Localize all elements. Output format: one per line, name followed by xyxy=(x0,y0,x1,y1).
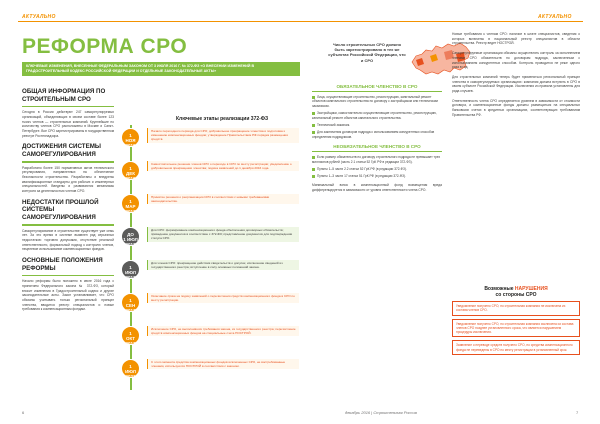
body-text: Ответственность члена СРО определяется уровнем в зависимости от стоимости договора, и компенсационные фонды должны размещаться на специальных банковских счетах в кредитных организациях, соответствующих требованиям Правительства РФ. xyxy=(452,98,580,117)
heading-rule xyxy=(22,161,114,162)
page-title: РЕФОРМА СРО xyxy=(22,35,188,58)
left-column xyxy=(22,88,114,317)
membership-column xyxy=(312,84,442,197)
timeline-date-day: 1 xyxy=(129,198,132,204)
heading-rule xyxy=(312,151,442,152)
section-rubric-right: АКТУАЛЬНО xyxy=(538,14,572,20)
timeline-item xyxy=(121,161,303,183)
heading-rule xyxy=(22,224,114,225)
body-text: Новые требования к членам СРО: наличие в штате специалистов, сведения о которых включены в национальный реестр специалистов в области строительства. Реестр ведет НОСТРОЙ. xyxy=(452,32,580,46)
page-number-left: 6 xyxy=(22,410,25,415)
timeline-date-year: 2017 xyxy=(125,274,136,280)
section-shortcomings xyxy=(22,199,114,252)
top-divider xyxy=(18,21,583,22)
timeline-text: Начало переходного периода для СРО; добровольное прекращение членства и подготовка к изменению компенсационных фондов; утверждение Правительством РФ порядка размещения средств. xyxy=(147,128,299,143)
violations-box xyxy=(452,286,580,358)
section-heading: ОСНОВНЫЕ ПОЛОЖЕНИЯ РЕФОРМЫ xyxy=(22,257,103,272)
map-title: Число строительных СРО должно быть зарегистрировано в тех же субъектах Российской Федерации, что и СРО xyxy=(328,42,406,63)
bullet-icon xyxy=(312,156,315,159)
timeline-text: С этого момента средства компенсационных фондов исключенных СРО, не востребованные членами, используются НОСТРОЙ в соответствии с законом. xyxy=(147,359,299,369)
violation-item: Заявление о переводе средств получено СРО, но средства компенсационного фонда не переведены в СРО по месту регистрации в установленный срок. xyxy=(452,340,580,355)
timeline-date-badge xyxy=(121,227,140,246)
timeline-date-month: ДЕК xyxy=(126,170,135,176)
timeline-item xyxy=(121,326,303,348)
timeline-text: Для СРО: формирование компенсационного фонда обеспечения договорных обязательств; приведение документов в соответствие с 372-ФЗ; представление документов для подтверждения статуса СРО. xyxy=(147,227,299,242)
timeline-date-year: 2017 xyxy=(125,340,136,346)
section-reform-basics xyxy=(22,257,114,312)
page-subtitle: КЛЮЧЕВЫЕ ИЗМЕНЕНИЯ, ВНЕСЕННЫЕ ФЕДЕРАЛЬНЫМ ЗАКОНОМ ОТ 3 ИЮЛЯ 2016 Г. № 372-ФЗ «О ВНЕСЕНИИ ИЗМЕНЕНИЙ В ГРАДОСТРОИТЕЛЬНЫЙ КОДЕКС РОССИЙСКОЙ ФЕДЕРАЦИИ И ОТДЕЛЬНЫЕ ЗАКОНОДАТЕЛЬНЫЕ АКТЫ» xyxy=(22,62,300,76)
timeline-date-year: 2017 xyxy=(125,241,136,247)
timeline-date-day: 1 xyxy=(129,165,132,171)
violation-item: Уведомление получено СРО, но строительная компания не исключена из состава членов СРО. xyxy=(452,301,580,316)
timeline-date-year: 2016 xyxy=(125,142,136,148)
timeline-date-month: СЕН xyxy=(125,302,136,308)
section-general xyxy=(22,88,114,138)
timeline-date-day: 1 xyxy=(129,297,132,303)
timeline-date-month: МАР xyxy=(125,203,136,209)
issue-label: декабрь 2016 | Строительная Россия xyxy=(345,410,417,415)
list-item: Пункты 1–5 части 2.2 статьи 52 ГрК РФ (в редакции 372-ФЗ). xyxy=(312,167,442,171)
timeline-date-day: 1 xyxy=(129,363,132,369)
right-column xyxy=(452,32,580,123)
violations-title: Возможные НАРУШЕНИЯ со стороны СРО xyxy=(484,286,548,298)
body-text: Саморегулируемые организации обязаны осуществлять контроль за исполнением членами СРО обязательств по договорам подряда, заключенным с использованием конкурентных способов. Контроль проводится не реже одного раза в год. xyxy=(452,51,580,70)
bullet-icon xyxy=(312,124,315,127)
timeline-item xyxy=(121,260,303,282)
timeline-text: Исключение СРО, не выполнивших требования закона, из государственного реестра; перечисление средств компенсационных фондов на специальные счета НОСТРОЙ. xyxy=(147,326,299,336)
list-item: Технический заказчик. xyxy=(312,123,442,127)
violation-item: Уведомление получено СРО, но строительная компания исключена из состава членов СРО позднее установленного срока, что является нарушением процедуры исключения. xyxy=(452,319,580,338)
timeline-date-day: ДО xyxy=(127,231,134,237)
required-membership-heading: ОБЯЗАТЕЛЬНОЕ ЧЛЕНСТВО В СРО xyxy=(336,84,418,89)
list-item: Если размер обязательств по договору строительного подряда не превышает трех миллионов рублей (часть 2.1 статьи 52 ГрК РФ в редакции 372-ФЗ). xyxy=(312,155,441,164)
heading-rule xyxy=(22,106,114,107)
section-heading: НЕДОСТАТКИ ПРОШЛОЙ СИСТЕМЫ САМОРЕГУЛИРОВАНИЯ xyxy=(22,198,99,221)
bullet-icon xyxy=(312,112,315,115)
closing-text: Минимальный взнос в компенсационный фонд возмещения вреда дифференцируется в зависимости от уровня ответственности члена СРО. xyxy=(312,182,442,192)
list-item: Пункты 1–3 части 17 статьи 51 ГрК РФ (в редакции 372-ФЗ). xyxy=(312,174,442,178)
section-heading: ДОСТИЖЕНИЯ СИСТЕМЫ САМОРЕГУЛИРОВАНИЯ xyxy=(22,143,101,158)
timeline-date-month: ИЮЛ xyxy=(125,368,136,374)
bullet-icon xyxy=(312,131,315,134)
list-item: Застройщики, самостоятельно осуществляющие строительство, реконструкцию, капитальный ремонт объектов капитального строительства. xyxy=(312,111,437,120)
list-item: Лица, осуществляющие строительство, реконструкцию, капитальный ремонт объектов капитального строительства по договору с застройщиком или техническим заказчиком. xyxy=(312,95,438,108)
timeline-date-badge xyxy=(121,128,140,147)
section-text: Разработано более 150 нормативных актов технического регулирования, направленных на обеспечение безопасности строительства. Разработаны и внедрены квалификационные стандарты для рабочих и инженерных специальностей. Введены и развиваются механизмы контроля за деятельностью членов СРО. xyxy=(22,165,114,194)
timeline-date-day: 1 xyxy=(129,132,132,138)
timeline-date-badge xyxy=(121,194,140,213)
bullet-icon xyxy=(312,96,315,99)
page-number-right: 7 xyxy=(576,410,579,415)
heading-rule xyxy=(312,91,442,92)
timeline-date-month: НОЯ xyxy=(125,137,136,143)
timeline-date-month: ОКТ xyxy=(125,335,136,341)
list-item: Для заключения договоров подряда с использованием конкурентных способов определения подрядчиков. xyxy=(312,130,435,139)
timeline-date-year: 2017 xyxy=(125,208,136,214)
timeline-date-day: 1 xyxy=(129,264,132,270)
heading-rule xyxy=(22,275,114,276)
timeline-text: Для членов СРО: прекращение действия свидетельств о допуске; исключение сведений из государственного реестра; вступление в силу основных положений закона. xyxy=(147,260,299,270)
timeline-date-badge xyxy=(121,326,140,345)
timeline-heading: Ключевые этапы реализации 372-ФЗ xyxy=(176,116,269,122)
section-achievements xyxy=(22,143,114,193)
section-text: Сегодня в России действуют 247 саморегулируемых организаций, объединяющих в своем составе более 123 тысяч членов — строительных компаний. Крупнейшие по количеству членов СРО расположены в Москве и Санкт-Петербурге. Все СРО зарегистрированы в государственном реестре Ростехнадзора. xyxy=(22,110,114,138)
section-heading: ОБЩАЯ ИНФОРМАЦИЯ ПО СТРОИТЕЛЬНЫМ СРО xyxy=(22,88,106,103)
timeline-date-year: 2017 xyxy=(125,307,136,313)
timeline-date-month: 1 ИЮЛ xyxy=(123,236,138,242)
timeline-date-badge xyxy=(121,359,140,378)
section-rubric-left: АКТУАЛЬНО xyxy=(22,14,56,20)
timeline-date-month: ИЮЛ xyxy=(125,269,136,275)
timeline-item xyxy=(121,359,303,381)
timeline-item xyxy=(121,128,303,150)
timeline-item xyxy=(121,194,303,216)
timeline-text: Самостоятельное решение членов СРО о переходе в СРО по месту регистрации; уведомление о добровольном прекращении членства; подача заявлений до 1 декабря 2016 года. xyxy=(147,161,299,171)
timeline-date-day: 1 xyxy=(129,330,132,336)
timeline-text: Принятие решения о реорганизации СРО в соответствии с новыми требованиями законодательства. xyxy=(147,194,299,204)
timeline-item xyxy=(121,227,303,249)
bullet-icon xyxy=(312,175,315,178)
timeline-date-badge xyxy=(121,161,140,180)
bullet-icon xyxy=(312,168,315,171)
timeline-item xyxy=(121,293,303,315)
section-text: Начало реформы было положено в июле 2016 года с принятием Федерального закона № 372-ФЗ, который вносит изменения в Градостроительный кодекс и другие законодательные акты. Закон устанавливает, что СРО обязаны учитывать только региональный принцип членства, вводится реестр специалистов и новые требования к компенсационным фондам. xyxy=(22,279,114,312)
timeline-date-badge xyxy=(121,293,140,312)
timeline-date-year: 2016 xyxy=(125,175,136,181)
section-text: Саморегулирование в строительстве существует уже семь лет. За это время в системе выявлен ряд серьезных недостатков: торговля допусками, отсутствие реальной ответственности, формальный подход к контролю членов, нецелевое использование компенсационных фондов. xyxy=(22,228,114,252)
timeline-date-year: 2021 xyxy=(125,373,136,379)
timeline-text: Окончание срока на подачу заявлений о перечислении средств компенсационного фонда в СРО по месту регистрации. xyxy=(147,293,299,303)
body-text: Для строительных компаний теперь будет применяться региональный принцип членства в саморегулируемых организациях: компания должна вступить в СРО в своем субъекте Российской Федерации. Исключения из правила установлены для ряда случаев. xyxy=(452,74,580,94)
timeline-date-badge xyxy=(121,260,140,279)
optional-membership-heading: НЕОБЯЗАТЕЛЬНОЕ ЧЛЕНСТВО В СРО xyxy=(333,144,421,150)
